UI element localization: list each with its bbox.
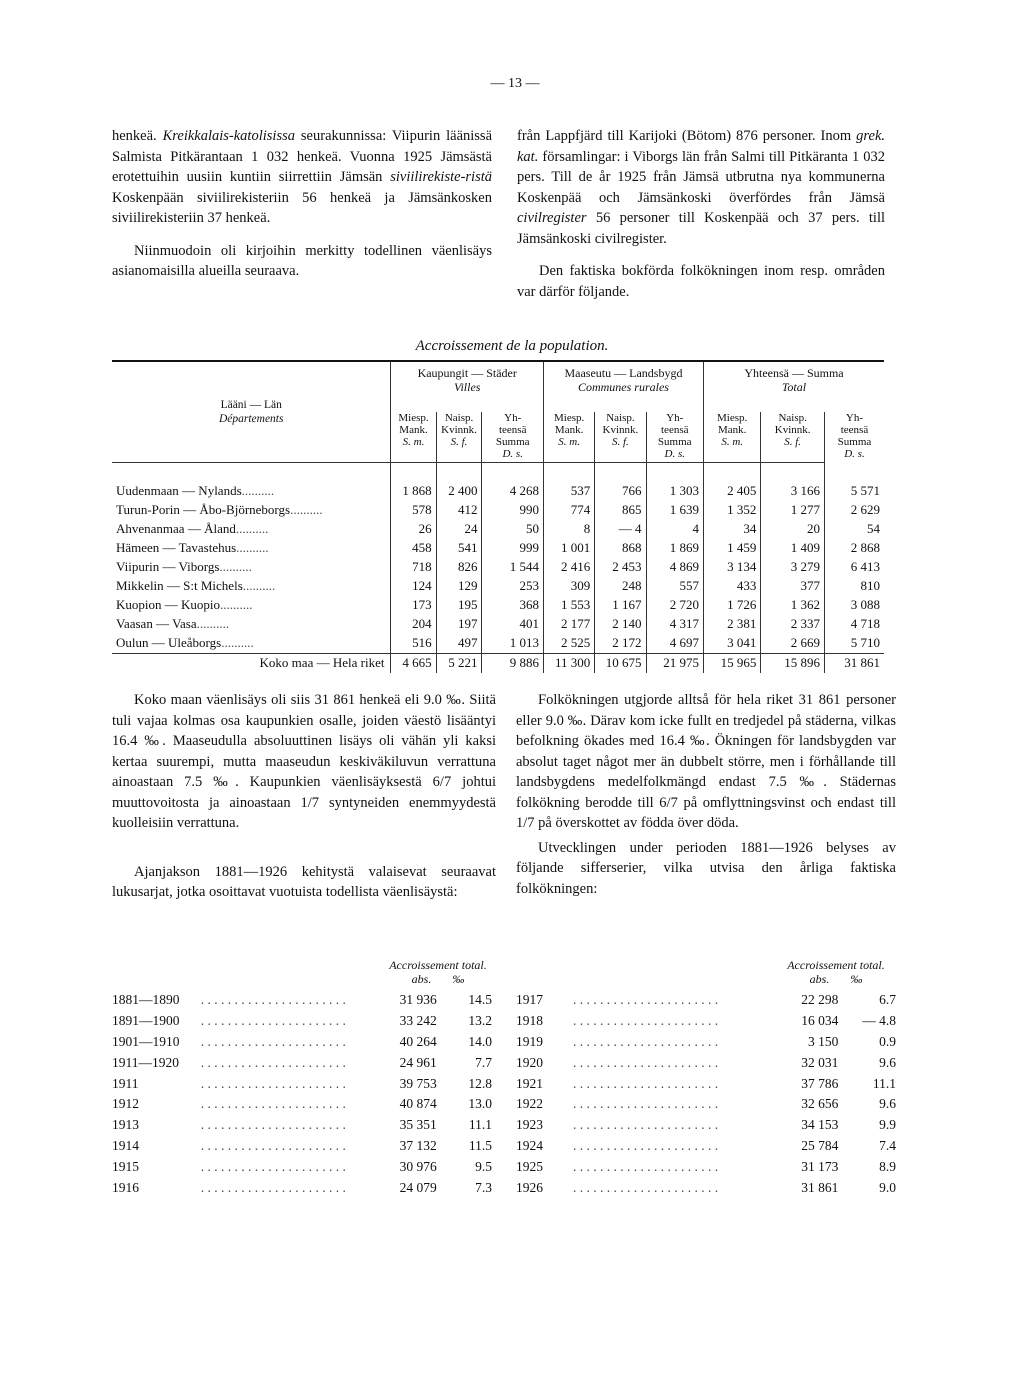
table-row [112,615,884,634]
table-row [112,482,884,501]
left-bottom-paragraph-2: Ajanjakson 1881—1926 kehitystä valaisevat seuraavat lukusarjat, jotka osoittavat vuotuista todellista väenlisäystä: [112,863,496,900]
right-top-text [517,126,885,314]
series-row: 1917 . . . . . . . . . . . . . . . . . . . . . . 22 298 6.7 [516,990,900,1011]
series-year: 1915 [112,1158,139,1174]
region-name: Kuopion — Kuopio.......... [112,596,391,615]
table-cell: 497 [436,634,482,654]
table-cell: 1 553 [544,596,595,615]
series-right-header: Accroissement total. abs. ‰ [787,958,885,986]
table-row [112,596,884,615]
series-year: 1924 [516,1137,543,1153]
table-cell: 3 088 [850,597,880,612]
header-sum: Yh- teensä Summa D. s. [482,412,544,462]
right-top-paragraph-2: Den faktiska bokförda folkökningen inom resp. områden var därför följande. [517,263,885,300]
table-cell: 50 [482,520,544,539]
series-abs: 31 173 [801,1158,839,1174]
region-name: Ahvenanmaa — Åland.......... [112,520,391,539]
header-men: Miesp. Mank. S. m. [544,412,595,462]
series-row: 1921 . . . . . . . . . . . . . . . . . . . . . . 37 786 11.1 [516,1073,900,1094]
table-cell: 309 [544,577,595,596]
left-bottom-text [112,690,496,915]
table-cell: 4 718 [850,616,880,631]
table-cell: 1 459 [703,539,760,558]
series-permille: — 4.8 [862,1013,896,1029]
table-cell: 826 [436,558,482,577]
series-row: 1920 . . . . . . . . . . . . . . . . . . . . . . 32 031 9.6 [516,1052,900,1073]
table-cell: 3 134 [703,558,760,577]
table-cell: 4 268 [482,482,544,501]
series-year: 1901—1910 [112,1033,180,1049]
table-cell: 1 868 [391,482,436,501]
table-row [112,501,884,520]
table-cell: 458 [391,539,436,558]
series-abs: 30 976 [399,1158,437,1174]
table-cell: 557 [646,577,703,596]
table-row [112,634,884,654]
series-year: 1921 [516,1075,543,1091]
table-cell: 3 166 [761,482,825,501]
table-cell: 2 868 [850,540,880,555]
series-permille: 9.9 [879,1117,896,1133]
series-permille: 13.0 [468,1096,492,1112]
series-abs: 37 786 [801,1075,839,1091]
series-permille: 0.9 [879,1033,896,1049]
series-permille: 9.6 [879,1096,896,1112]
series-year: 1920 [516,1054,543,1070]
table-cell: 718 [391,558,436,577]
series-abs: 37 132 [399,1137,437,1153]
region-name: Viipurin — Viborgs.......... [112,558,391,577]
header-women: Naisp. Kvinnk. S. f. [595,412,646,462]
series-row: 1911 . . . . . . . . . . . . . . . . . . . . . . 39 753 12.8 [112,1073,496,1094]
series-year: 1926 [516,1179,543,1195]
header-sum: Yh- teensä Summa D. s. [837,412,872,460]
series-row: 1926 . . . . . . . . . . . . . . . . . . . . . . 31 861 9.0 [516,1177,900,1198]
left-top-paragraph-1: henkeä. Kreikkalais-katolisissa seurakunnissa: Viipurin läänissä Salmista Pitkärantaan 1 032 henkeä. Vuonna 1925 Jämsästä erotettuihin uusiin kuntiin siirrettiin Jämsän siviilirekiste-ristä Koskenpään siviilirekisteriin 56 henkeä ja Jämsänkosken siviilirekisteriin 37 henkeä. [112,128,493,226]
table-cell: 865 [595,501,646,520]
series-permille: 11.5 [468,1137,492,1153]
table-cell: 2 381 [703,615,760,634]
series-year: 1918 [516,1013,543,1029]
series-right-table [516,990,900,1198]
series-permille: 14.0 [468,1033,492,1049]
table-cell: 1 167 [595,596,646,615]
series-abs: 16 034 [801,1013,839,1029]
table-row [112,577,884,596]
table-cell: 1 362 [761,596,825,615]
series-abs: 39 753 [399,1075,437,1091]
series-abs: 40 874 [399,1096,437,1112]
table-cell: 2 140 [595,615,646,634]
table-cell: 433 [703,577,760,596]
series-row: 1912 . . . . . . . . . . . . . . . . . . . . . . 40 874 13.0 [112,1094,496,1115]
series-permille: 12.8 [468,1075,492,1091]
series-row: 1901—1910 . . . . . . . . . . . . . . . . . . . . . . 40 264 14.0 [112,1032,496,1053]
table-cell: 195 [436,596,482,615]
table-cell: 1 001 [544,539,595,558]
series-row: 1925 . . . . . . . . . . . . . . . . . . . . . . 31 173 8.9 [516,1156,900,1177]
right-bottom-text [516,690,896,911]
table-cell: 578 [391,501,436,520]
series-row: 1924 . . . . . . . . . . . . . . . . . . . . . . 25 784 7.4 [516,1136,900,1157]
series-year: 1911—1920 [112,1054,179,1070]
series-abs: 24 961 [399,1054,437,1070]
series-year: 1925 [516,1158,543,1174]
table-cell: 2 453 [595,558,646,577]
series-year: 1916 [112,1179,139,1195]
series-year: 1917 [516,992,543,1008]
series-year: 1922 [516,1096,543,1112]
table-cell: 2 629 [850,502,880,517]
series-row: 1922 . . . . . . . . . . . . . . . . . . . . . . 32 656 9.6 [516,1094,900,1115]
header-total: Yhteensä — Summa Total [703,361,884,412]
series-year: 1913 [112,1117,139,1133]
page-number: — 13 — [490,76,540,91]
series-row: 1916 . . . . . . . . . . . . . . . . . . . . . . 24 079 7.3 [112,1177,496,1198]
table-cell: 537 [544,482,595,501]
table-row [112,558,884,577]
table-cell: 5 571 [850,483,880,498]
series-permille: 6.7 [879,992,896,1008]
region-name: Mikkelin — S:t Michels.......... [112,577,391,596]
table-cell: 2 177 [544,615,595,634]
series-abs: 40 264 [399,1033,437,1049]
header-region: Lääni — Län Départements [112,361,391,462]
series-abs: 25 784 [801,1137,839,1153]
table-cell: 412 [436,501,482,520]
region-name: Uudenmaan — Nylands.......... [112,482,391,501]
series-permille: 9.6 [879,1054,896,1070]
header-women: Naisp. Kvinnk. S. f. [761,412,825,462]
table-cell: 5 710 [850,635,880,650]
table-cell: 204 [391,615,436,634]
series-abs: 3 150 [808,1033,839,1049]
table-cell: 1 544 [482,558,544,577]
table-cell: 253 [482,577,544,596]
table-cell: 2 525 [544,634,595,654]
series-year: 1923 [516,1117,543,1133]
table-cell: 516 [391,634,436,654]
table-cell: 24 [436,520,482,539]
region-name: Oulun — Uleåborgs.......... [112,634,391,654]
table-cell: 766 [595,482,646,501]
right-bottom-paragraph-1: Folkökningen utgjorde alltså för hela riket 31 861 personer eller 9.0 ‰. Därav kom icke fullt en tredjedel på städerna, vilkas befolkning ökades med 16.4 ‰. Ökningen för landsbygden var absolut taget något mer än dubbelt större, men i förhållande till landsbygdens medelfolkmängd endast 7.5 ‰. Städernas folkökning berodde till 6/7 på omflyttningsvinst och endast till 1/7 på överskottet av födda över döda. [516,692,896,831]
series-row: 1881—1890 . . . . . . . . . . . . . . . . . . . . . . 31 936 14.5 [112,990,496,1011]
series-row: 1914 . . . . . . . . . . . . . . . . . . . . . . 37 132 11.5 [112,1136,496,1157]
series-row: 1918 . . . . . . . . . . . . . . . . . . . . . . 16 034 — 4.8 [516,1011,900,1032]
table-cell: 20 [761,520,825,539]
series-row: 1915 . . . . . . . . . . . . . . . . . . . . . . 30 976 9.5 [112,1156,496,1177]
table-cell: 124 [391,577,436,596]
table-cell: 1 869 [646,539,703,558]
header-men: Miesp. Mank. S. m. [391,412,436,462]
series-abs: 32 031 [801,1054,839,1070]
series-year: 1919 [516,1033,543,1049]
header-cities: Kaupungit — Städer Villes [391,361,544,412]
series-permille: 9.0 [879,1179,896,1195]
table-cell: 4 317 [646,615,703,634]
table-cell: 54 [867,521,880,536]
table-cell: 34 [703,520,760,539]
series-abs: 32 656 [801,1096,839,1112]
table-cell: 6 413 [850,559,880,574]
table-cell: 2 337 [761,615,825,634]
right-top-paragraph-1: från Lappfjärd till Karijoki (Bötom) 876 personer. Inom grek. kat. församlingar: i Viborgs län från Salmi till Pitkäranta 1 032 pers. Till de år 1925 från Jämsä utbrutna nya kommunerna Koskenpää och Jämsänkoski överfördes från Jämsä civilregister 56 personer till Koskenpää och 37 pers. till Jämsänkoski civilregister. [517,128,886,247]
table-cell: 1 013 [482,634,544,654]
table-cell: 26 [391,520,436,539]
table-cell: 810 [860,578,880,593]
table-cell: 990 [482,501,544,520]
table-cell: 377 [761,577,825,596]
table-cell: 1 639 [646,501,703,520]
table-cell: 2 720 [646,596,703,615]
region-name: Hämeen — Tavastehus.......... [112,539,391,558]
table-cell: 401 [482,615,544,634]
table-cell: 4 [646,520,703,539]
series-row: 1891—1900 . . . . . . . . . . . . . . . . . . . . . . 33 242 13.2 [112,1011,496,1032]
series-abs: 35 351 [399,1117,437,1133]
table-cell: 999 [482,539,544,558]
table-cell: 1 352 [703,501,760,520]
header-rural: Maaseutu — Landsbygd Communes rurales [544,361,704,412]
table-cell: 2 669 [761,634,825,654]
table-cell: 129 [436,577,482,596]
series-abs: 33 242 [399,1013,437,1029]
series-row: 1913 . . . . . . . . . . . . . . . . . . . . . . 35 351 11.1 [112,1115,496,1136]
table-cell: 868 [595,539,646,558]
table-cell: 541 [436,539,482,558]
table-cell: 2 405 [703,482,760,501]
table-cell: 774 [544,501,595,520]
header-women: Naisp. Kvinnk. S. f. [436,412,482,462]
series-year: 1912 [112,1096,139,1112]
right-bottom-paragraph-2: Utvecklingen under perioden 1881—1926 belyses av följande sifferserier, vilka utvisa den årliga faktiska folkökningen: [516,839,896,897]
series-permille: 14.5 [468,992,492,1008]
series-permille: 7.4 [879,1137,896,1153]
series-abs: 31 936 [399,992,437,1008]
series-permille: 8.9 [879,1158,896,1174]
series-abs: 34 153 [801,1117,839,1133]
table-cell: 2 400 [436,482,482,501]
table-cell: 4 697 [646,634,703,654]
table-cell: 2 172 [595,634,646,654]
table-cell: 2 416 [544,558,595,577]
table-cell: 1 277 [761,501,825,520]
table-cell: 4 869 [646,558,703,577]
table-cell: 3 041 [703,634,760,654]
series-abs: 24 079 [399,1179,437,1195]
left-top-paragraph-2: Niinmuodoin oli kirjoihin merkitty todellinen väenlisäys asianomaisilla alueilla seuraava. [112,242,492,279]
series-permille: 11.1 [468,1117,492,1133]
series-year: 1914 [112,1137,139,1153]
region-name: Turun-Porin — Åbo-Björneborgs.......... [112,501,391,520]
series-left-header: Accroissement total. abs. ‰ [389,958,487,986]
table-row [112,539,884,558]
table-cell: 1 409 [761,539,825,558]
table-cell: 1 303 [646,482,703,501]
series-year: 1891—1900 [112,1013,180,1029]
series-row: 1923 . . . . . . . . . . . . . . . . . . . . . . 34 153 9.9 [516,1115,900,1136]
series-permille: 7.3 [475,1179,492,1195]
series-abs: 22 298 [801,992,839,1008]
table-cell: 173 [391,596,436,615]
series-permille: 7.7 [475,1054,492,1070]
series-row: 1919 . . . . . . . . . . . . . . . . . . . . . . 3 150 0.9 [516,1032,900,1053]
series-permille: 11.1 [872,1075,896,1091]
table-caption: Accroissement de la population. [415,338,609,354]
header-sum: Yh- teensä Summa D. s. [646,412,703,462]
table-cell: 1 726 [703,596,760,615]
series-row: 1911—1920 . . . . . . . . . . . . . . . . . . . . . . 24 961 7.7 [112,1052,496,1073]
left-bottom-paragraph-1: Koko maan väenlisäys oli siis 31 861 henkeä eli 9.0 ‰. Siitä tuli vajaa kolmas osa kaupunkien osalle, joiden väestö lisääntyi 16.4 ‰. Maaseudulla absoluuttinen lisäys oli vähän yli kaksi kertaa suurempi, mutta maaseudun keskiväkiluvun verrattuna ainoastaan 7.5 ‰. Kaupunkien väenlisäyksestä 6/7 johtui muuttovoitosta ja ainoastaan 1/7 syntyneiden enemmyydestä kuolleisiin verrattuna. [112,692,496,831]
series-year: 1911 [112,1075,139,1091]
table-cell: 8 [544,520,595,539]
population-table [112,360,884,673]
table-row [112,520,884,539]
table-cell: 248 [595,577,646,596]
series-permille: 9.5 [475,1158,492,1174]
series-year: 1881—1890 [112,992,180,1008]
series-permille: 13.2 [468,1013,492,1029]
table-cell: — 4 [595,520,646,539]
left-top-text [112,126,492,294]
table-cell: 368 [482,596,544,615]
table-total-row: Koko maa — Hela riket 4 665 5 221 9 886 11 300 10 675 21 975 15 965 15 896 31 861 [112,653,884,673]
series-left-table [112,990,496,1198]
table-cell: 3 279 [761,558,825,577]
series-abs: 31 861 [801,1179,839,1195]
region-name: Vaasan — Vasa.......... [112,615,391,634]
table-cell: 197 [436,615,482,634]
header-men: Miesp. Mank. S. m. [703,412,760,462]
